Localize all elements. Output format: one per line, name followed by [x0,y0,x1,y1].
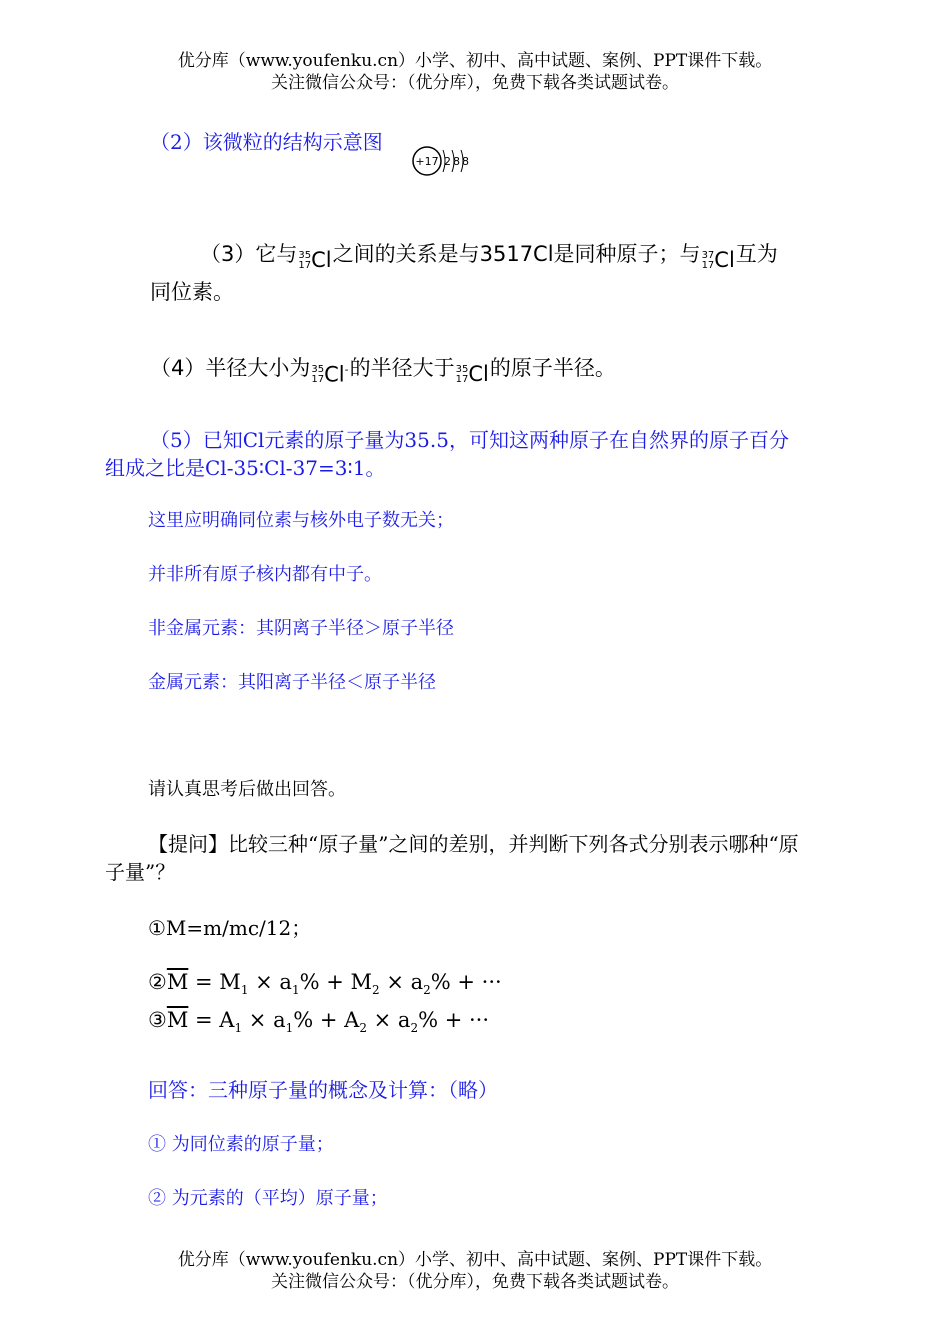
item4-mid: 的半径大于 [349,356,455,380]
nuclide-cl35-ion: 35 17Cl- [311,362,349,386]
answer-item-2: ② 为元素的（平均）原子量； [148,1188,388,1209]
note-neutron: 并非所有原子核内都有中子。 [148,564,382,585]
item3-line2: 同位素。 [150,280,234,304]
note-nonmetal-radius: 非金属元素：其阴离子半径＞原子半径 [148,618,454,639]
item5-line2: 组成之比是Cl-35∶Cl-37=3∶1。 [105,456,386,480]
page-header-line2: 关注微信公众号：（优分库），免费下载各类试题试卷。 [271,73,679,93]
answer-item-1: ① 为同位素的原子量； [148,1134,334,1155]
question-line2: 子量”？ [105,860,176,884]
page-footer-line1: 优分库（www.youfenku.cn）小学、初中、高中试题、案例、PPT课件下载。 [177,1250,773,1270]
formula-1: ①M=m/mc/12； [148,916,312,940]
think-prompt: 请认真思考后做出回答。 [148,779,346,800]
nucleus-charge: +17 [415,155,439,168]
item4-suffix: 的原子半径。 [489,356,616,380]
item2-text: （2）该微粒的结构示意图 [150,130,383,154]
item4-prefix: （4）半径大小为 [150,356,311,380]
answer-title: 回答：三种原子量的概念及计算：（略） [148,1078,498,1102]
formula-2: $②\overline{M} = M_1 \times a_1\% + M_2 \times a_2\%$ + ··· [148,970,502,998]
note-isotope: 这里应明确同位素与核外电子数无关； [148,510,454,531]
nuclide-cl35-atom: 35 17Cl [455,362,489,386]
item4-line [150,352,616,385]
page-header-line1: 优分库（www.youfenku.cn）小学、初中、高中试题、案例、PPT课件下载。 [177,51,773,71]
question-line1: 【提问】比较三种“原子量”之间的差别，并判断下列各式分别表示哪种“原 [148,832,799,856]
item3-mid: 之间的关系是与3517Cl是同种原子；与 [332,242,701,266]
formula-3: $③\overline{M} = A_1 \times a_1\% + A_2 \times a_2\%$ + ··· [148,1008,490,1036]
atom-structure-diagram [410,144,472,180]
electron-shells: 288 [444,155,471,168]
note-metal-radius: 金属元素：其阳离子半径＜原子半径 [148,672,436,693]
page-footer-line2: 关注微信公众号：（优分库），免费下载各类试题试卷。 [271,1272,679,1292]
nuclide-cl35: 35 17Cl [298,248,332,272]
item3-line1 [200,238,778,271]
item5-line1: （5）已知Cl元素的原子量为35.5，可知这两种原子在自然界的原子百分 [150,428,789,452]
item3-prefix: （3）它与 [200,242,298,266]
item3-suffix: 互为 [735,242,778,266]
nuclide-cl37: 37 17Cl [701,248,735,272]
